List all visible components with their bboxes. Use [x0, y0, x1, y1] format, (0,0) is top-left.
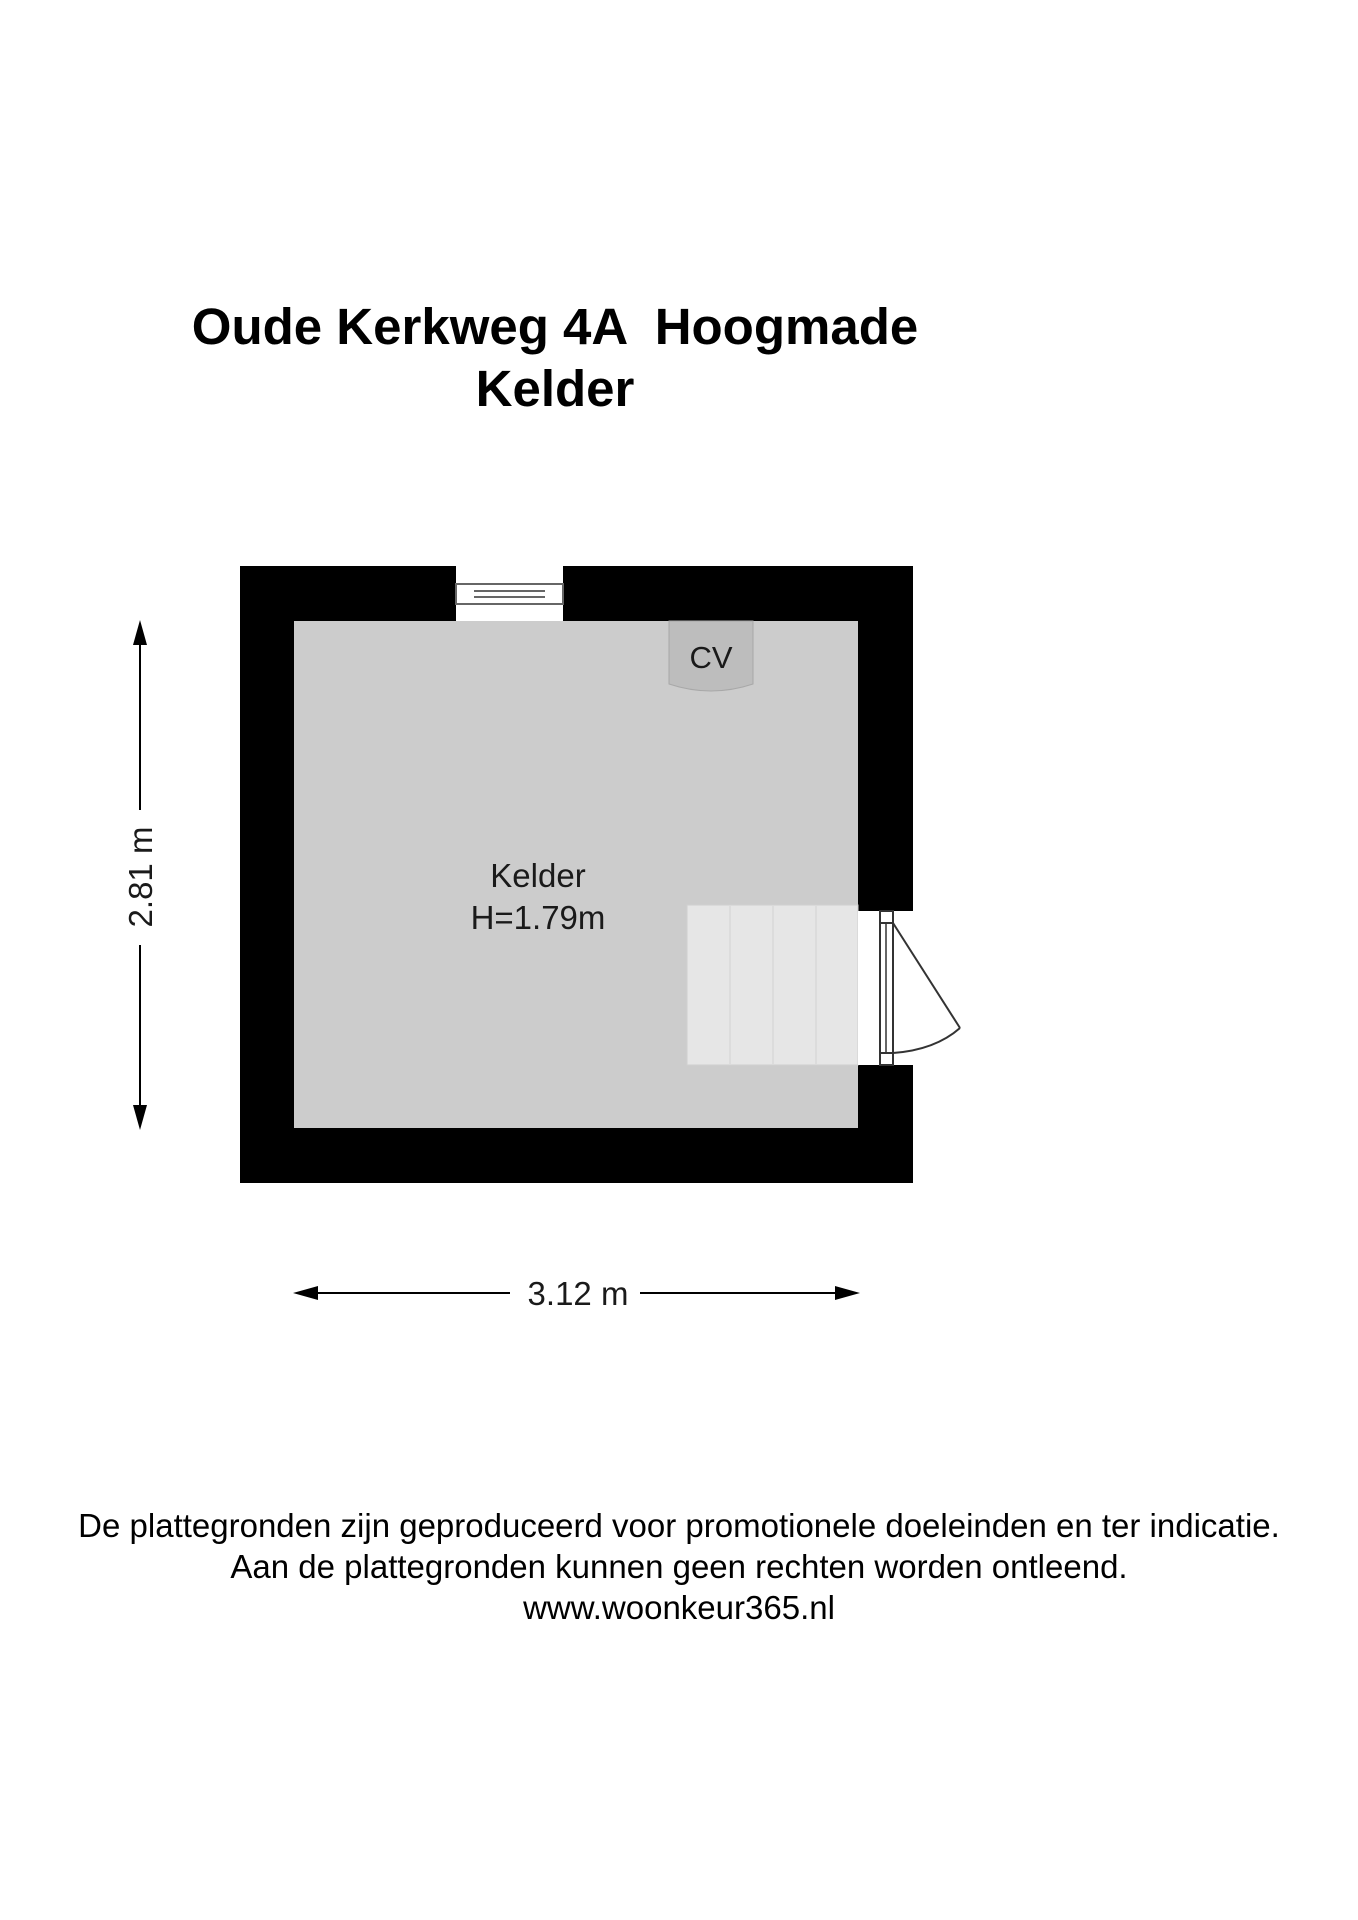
cv-unit — [669, 621, 753, 691]
arrow-down-icon — [133, 1105, 147, 1130]
room-name: Kelder — [490, 857, 586, 894]
width-label: 3.12 m — [527, 1275, 629, 1312]
cv-label: CV — [689, 640, 733, 675]
floor-title: Kelder — [475, 360, 635, 417]
room-height: H=1.79m — [470, 899, 606, 936]
disclaimer-line-1: De plattegronden zijn geproduceerd voor promotionele doeleinden en ter indicatie. — [78, 1507, 1280, 1544]
disclaimer — [0, 1505, 1358, 1628]
address-title: Oude Kerkweg 4A Hoogmade — [191, 298, 919, 355]
arrow-left-icon — [293, 1286, 318, 1300]
width-dimension — [293, 1275, 860, 1312]
depth-dimension — [122, 620, 159, 1130]
door — [858, 911, 960, 1065]
window — [456, 566, 563, 621]
arrow-up-icon — [133, 620, 147, 645]
website-link: www.woonkeur365.nl — [523, 1589, 835, 1626]
arrow-right-icon — [835, 1286, 860, 1300]
disclaimer-line-2: Aan de plattegronden kunnen geen rechten worden ontleend. — [230, 1548, 1128, 1585]
stair — [687, 905, 858, 1065]
depth-label: 2.81 m — [122, 826, 159, 928]
